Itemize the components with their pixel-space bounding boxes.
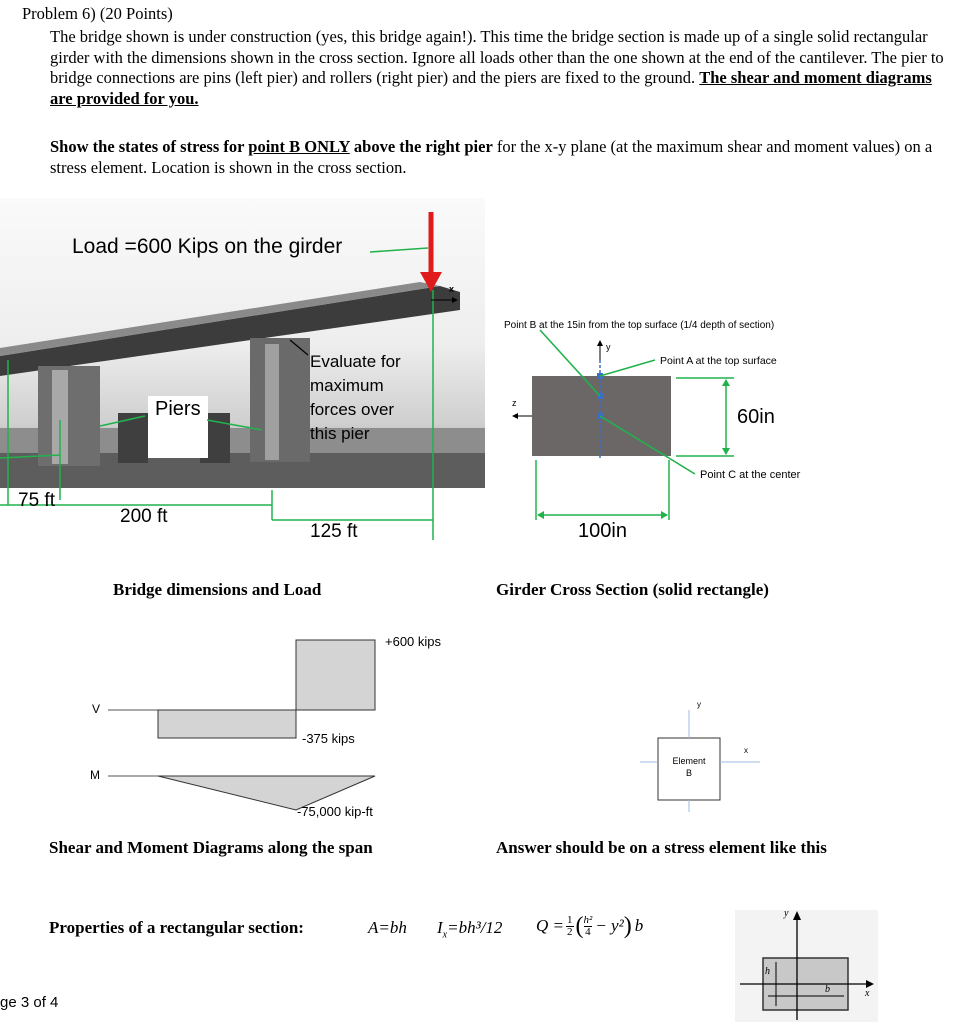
evaluate-line-3: forces over [310,400,395,419]
inertia-expression: =bh³/12 [447,918,503,937]
q-close-paren: ) [623,912,632,939]
q-rest: − y² [595,916,624,935]
point-a-leader [600,360,655,376]
inertia-formula [437,918,502,940]
dim-75-label: 75 ft [18,490,55,511]
section-figure-y-label: y [784,908,789,919]
dim-200-label: 200 ft [120,506,168,527]
section-figure-h-label: h [765,966,770,977]
moment-axis-label: M [90,768,100,782]
q-half-den: 2 [567,925,573,938]
q-open-paren: ( [575,912,584,939]
evaluate-note [310,350,401,446]
element-label-line-1: Element [672,756,706,766]
cross-section-y-label: y [606,342,611,352]
point-b-label: Point B at the 15in from the top surface (1/4 depth of section) [504,320,775,331]
element-caption: Answer should be on a stress element like this [496,838,827,857]
section-figure-x-label: x [865,988,870,999]
load-label: Load =600 Kips on the girder [72,235,343,258]
q-h2-den: 4 [585,925,591,938]
task-rest: for the x-y plane (at the maximum shear and moment values) on a stress element. Location is shown in the cross section. [50,137,933,177]
bridge-x-axis-label: x [449,284,455,294]
evaluate-leader [290,340,308,355]
point-a-label: Point A at the top surface [660,355,777,367]
dim-line-ground-left [0,455,60,458]
dim-125-label: 125 ft [310,521,358,542]
height-label: 60in [737,406,775,428]
diagrams-provided-note: The shear and moment diagrams are provided for you. [50,68,932,108]
problem-heading: Problem 6) (20 Points) [22,4,173,23]
q-half-fraction [566,915,574,938]
q-b: b [634,916,644,935]
element-y-label: y [697,700,701,709]
point-c-label: Point C at the center [700,469,801,481]
element-label-line-2: B [685,768,692,778]
evaluate-line-4: this pier [310,424,370,443]
task-location: above the right pier [349,137,493,156]
inertia-symbol: I [437,918,443,937]
x-axis-arrow-head [452,297,458,303]
evaluate-line-1: Evaluate for [310,352,401,371]
task-lead: Show the states of stress for [50,137,249,156]
q-lhs: Q = [536,916,564,935]
dim-100-arrow-right [661,511,668,519]
dim-60-arrow-top [722,379,730,386]
page-number: ge 3 of 4 [0,994,59,1011]
problem-statement-text: The bridge shown is under construction (yes, this bridge again!). This time the bridge section is made up of a single solid rectangular girder with the dimensions shown in the cross section. Ignore all loads other than the one shown at the end of the cantilever. The pier to bridge connections are pins (left pier) and rollers (right pier) and the piers are fixed to the ground. [50,27,944,87]
y-axis-arrow-head [597,340,603,346]
q-h2-num: h² [583,913,593,926]
diagrams-caption: Shear and Moment Diagrams along the span [49,838,373,857]
cross-section-z-label: z [512,398,517,408]
shear-positive-region [296,640,375,710]
area-formula: A=bh [368,918,407,937]
dim-60-arrow-bottom [722,448,730,455]
task-point: point B ONLY [248,137,350,156]
shear-positive-label: +600 kips [385,634,442,649]
shear-negative-label: -375 kips [302,731,355,746]
evaluate-line-2: maximum [310,376,384,395]
load-leader-line [370,248,428,252]
q-h2-fraction [584,915,593,938]
dim-100-arrow-left [537,511,544,519]
piers-label: Piers [155,398,201,420]
z-axis-arrow-head [512,413,518,419]
piers-leader-right [207,420,262,430]
piers-leader-left [100,416,145,426]
shear-negative-region [158,710,296,738]
properties-label: Properties of a rectangular section: [49,918,304,937]
cross-section-caption: Girder Cross Section (solid rectangle) [496,580,769,599]
width-label: 100in [578,520,627,542]
element-label [658,755,720,779]
shear-axis-label: V [92,702,101,716]
q-formula [536,906,643,946]
q-half-num: 1 [567,913,573,926]
element-x-label: x [744,746,748,755]
load-arrow-head [420,272,442,292]
moment-negative-label: -75,000 kip-ft [297,804,373,819]
section-figure-b-label: b [825,984,830,995]
bridge-caption: Bridge dimensions and Load [113,580,322,599]
inertia-subscript: x [442,929,448,941]
